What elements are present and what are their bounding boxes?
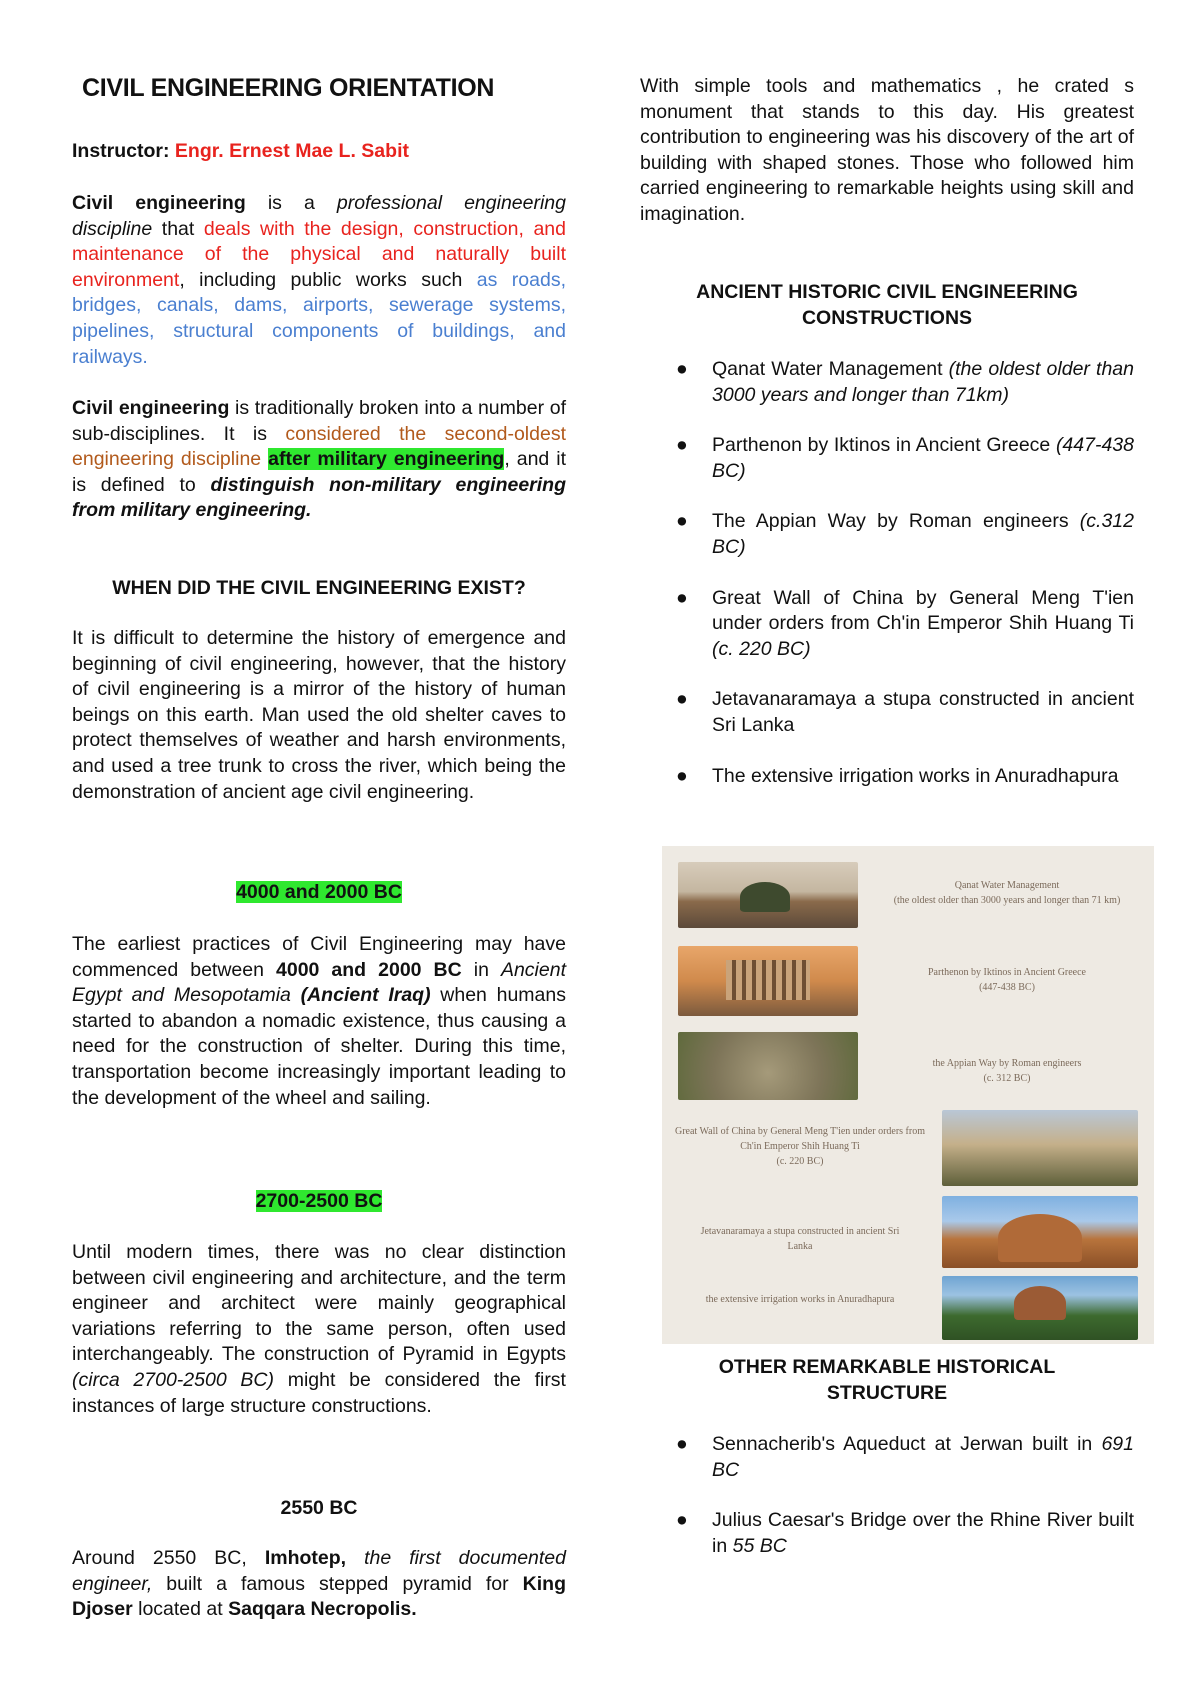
heading-ancient: ANCIENT HISTORIC CIVIL ENGINEERING CONSTRUCTIONS bbox=[696, 281, 1078, 329]
caption-great-wall: Great Wall of China by General Meng T'ien under orders from Ch'in Emperor Shih Huang Ti (c. 220 BC) bbox=[675, 1126, 925, 1167]
heading-when: WHEN DID THE CIVIL ENGINEERING EXIST? bbox=[112, 577, 526, 599]
list-item: ● The extensive irrigation works in Anuradhapura bbox=[640, 764, 1134, 790]
bullet-icon: ● bbox=[676, 510, 688, 533]
caption-appian: the Appian Way by Roman engineers (c. 312 BC) bbox=[932, 1058, 1082, 1084]
appian-way-photo bbox=[678, 1032, 858, 1100]
caption-qanat: Qanat Water Management (the oldest older than 3000 years and longer than 71 km) bbox=[893, 880, 1121, 906]
paragraph-4000: The earliest practices of Civil Engineering may have commenced between 4000 and 2000 BC in Ancient Egypt and Mesopotamia (Ancient Iraq) when humans started to abandon a nomadic existence, thus causing a need for the construction of shelter. During this time, transportation become increasingly important leading to the development of the wheel and sailing. bbox=[72, 933, 566, 1109]
list-item: ● Jetavanaramaya a stupa constructed in ancient Sri Lanka bbox=[676, 688, 1134, 736]
bullet-icon: ● bbox=[676, 586, 688, 609]
page-title: CIVIL ENGINEERING ORIENTATION bbox=[82, 74, 495, 102]
stupa-dome-icon bbox=[1014, 1286, 1066, 1320]
parthenon-photo bbox=[678, 946, 858, 1016]
parthenon-columns-icon bbox=[726, 960, 810, 1000]
jetavanaramaya-photo bbox=[942, 1196, 1138, 1268]
ancient-constructions-collage bbox=[662, 846, 1154, 1344]
qanat-trees-icon bbox=[740, 882, 790, 912]
highlight-after-military: after military engineering bbox=[268, 448, 505, 471]
anuradhapura-photo bbox=[942, 1276, 1138, 1340]
intro-paragraph-1: Civil engineering is a professional engineering discipline that deals with the design, construction, and maintenance of the physical and naturally built environment, including public works such as roads, bridges, canals, dams, airports, sewerage systems, pipelines, structural components of buildings, and railways. bbox=[72, 192, 566, 368]
stupa-dome-icon bbox=[998, 1214, 1082, 1262]
bullet-icon: ● bbox=[676, 1433, 688, 1455]
paragraph-2550: Around 2550 BC, Imhotep, the first documented engineer, built a famous stepped pyramid for King Djoser located at Saqqara Necropolis. bbox=[72, 1547, 566, 1621]
when-paragraph: It is difficult to determine the history of emergence and beginning of civil engineering, however, that the history of civil engineering is a mirror of the history of human beings on this earth. Man used the old shelter caves to protect themselves of weather and harsh environments, and used a tree trunk to cross the river, which being the demonstration of ancient age civil engineering. bbox=[72, 627, 566, 803]
heading-2700-wrap bbox=[72, 1189, 566, 1215]
instructor-label: Instructor: bbox=[72, 140, 170, 162]
list-item: ● Great Wall of China by General Meng T'ien under orders from Ch'in Emperor Shih Huang Ti (c. 220 BC) bbox=[676, 586, 1134, 660]
list-item: ● Parthenon by Iktinos in Ancient Greece (447-438 BC) bbox=[676, 434, 1134, 482]
intro-paragraph-2: Civil engineering is traditionally broken into a number of sub-disciplines. It is considered the second-oldest engineering discipline after military engineering, and it is defined to distinguish non-military engineering from military engineering. bbox=[72, 397, 567, 522]
heading-other: OTHER REMARKABLE HISTORICAL STRUCTURE bbox=[718, 1356, 1056, 1404]
heading-4000: 4000 and 2000 BC bbox=[236, 881, 402, 903]
bullet-icon: ● bbox=[676, 358, 688, 380]
list-item: ● The Appian Way by Roman engineers (c.312 BC) bbox=[676, 510, 1134, 558]
list-item: ● Julius Caesar's Bridge over the Rhine River built in 55 BC bbox=[676, 1509, 1134, 1557]
great-wall-photo bbox=[942, 1110, 1138, 1186]
instructor-name: Engr. Ernest Mae L. Sabit bbox=[174, 140, 409, 162]
list-item: ● Sennacherib's Aqueduct at Jerwan built in 691 BC bbox=[676, 1433, 1134, 1481]
bullet-icon: ● bbox=[676, 1509, 688, 1532]
right-intro-paragraph: With simple tools and mathematics , he crated s monument that stands to this day. His greatest contribution to engineering was his discovery of the art of building with shaped stones. Those who followed him carried engineering to remarkable heights using skill and imagination. bbox=[640, 75, 1134, 225]
ancient-list bbox=[640, 357, 1134, 789]
instructor-line bbox=[72, 139, 566, 165]
paragraph-2700: Until modern times, there was no clear distinction between civil engineering and architecture, and the term engineer and architect were mainly geographical variations referring to the same person, often used interchangeably. The construction of Pyramid in Egypts (circa 2700-2500 BC) might be considered the first instances of large structure constructions. bbox=[72, 1241, 566, 1417]
caption-parthenon: Parthenon by Iktinos in Ancient Greece (447-438 BC) bbox=[927, 967, 1086, 993]
list-item: ● Qanat Water Management (the oldest older than 3000 years and longer than 71km) bbox=[676, 358, 1134, 406]
caption-anuradhapura: the extensive irrigation works in Anuradhapura bbox=[705, 1294, 895, 1305]
bullet-icon: ● bbox=[676, 764, 688, 787]
heading-2550: 2550 BC bbox=[280, 1497, 358, 1519]
other-list bbox=[640, 1432, 1134, 1559]
bullet-icon: ● bbox=[676, 688, 688, 711]
caption-jetavanaramaya: Jetavanaramaya a stupa constructed in ancient Sri Lanka bbox=[700, 1226, 900, 1252]
qanat-photo bbox=[678, 862, 858, 928]
bullet-icon: ● bbox=[676, 434, 688, 457]
heading-4000-wrap bbox=[72, 880, 566, 906]
heading-2700: 2700-2500 BC bbox=[255, 1190, 383, 1212]
